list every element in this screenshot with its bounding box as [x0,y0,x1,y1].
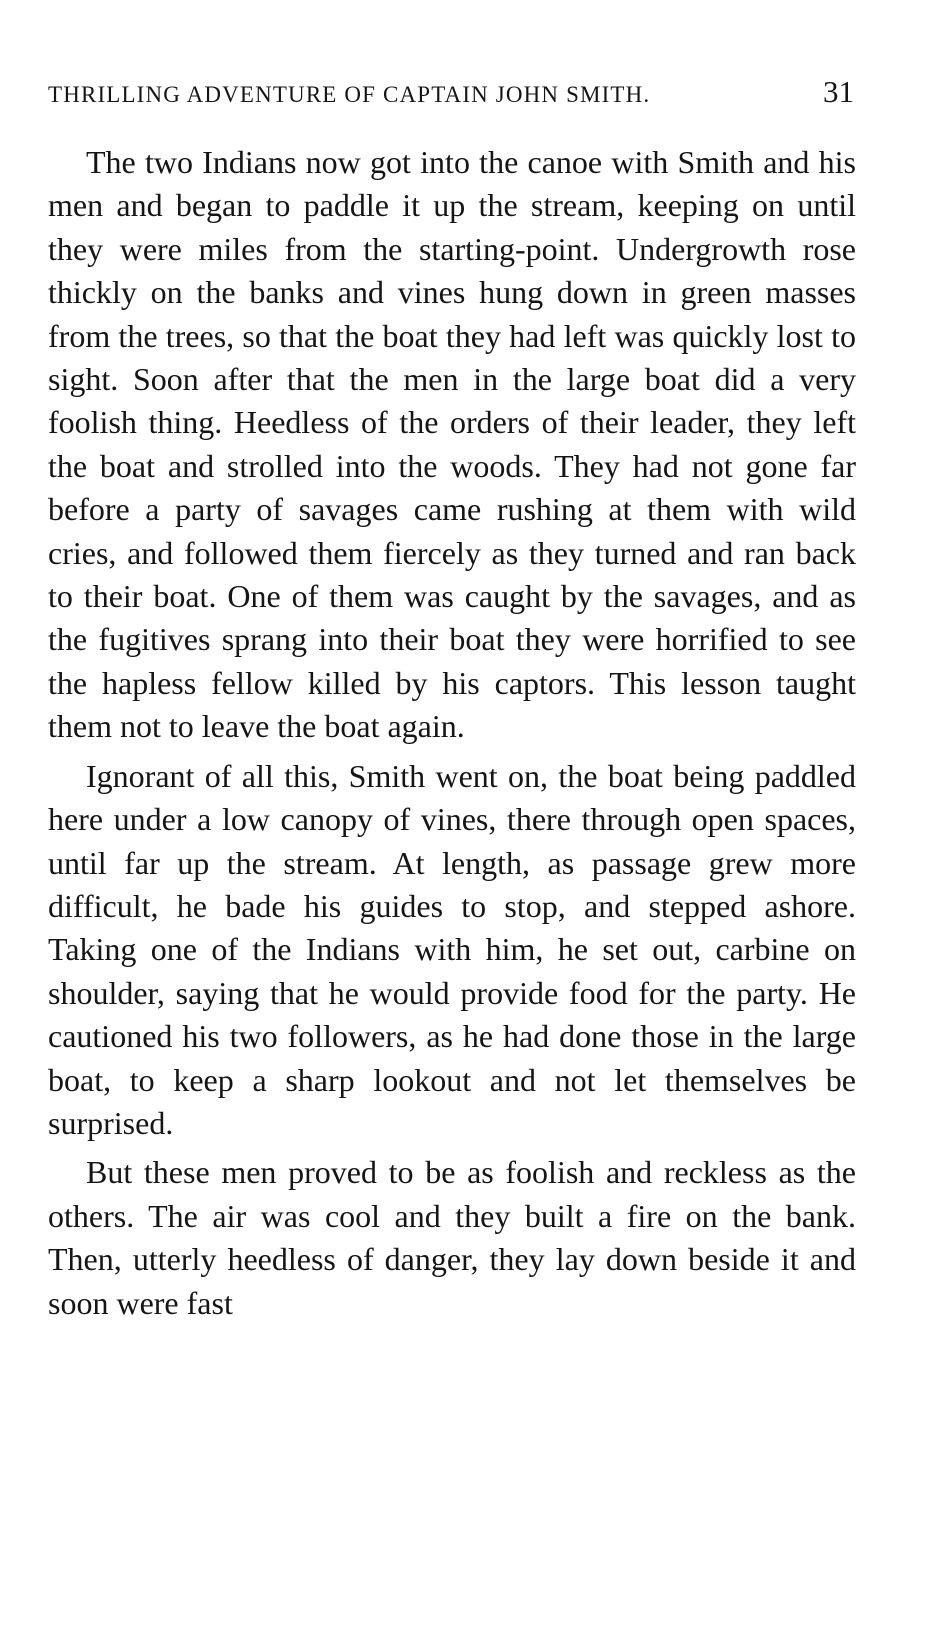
running-head [48,74,856,114]
paragraph: But these men proved to be as foolish and reckless as the others. The air was cool and they built a fire on the bank. Then, utterly heedless of danger, they lay down beside it and soon were fast [48,1154,856,1321]
paragraph: Ignorant of all this, Smith went on, the boat being paddled here under a low canopy of vines, there through open spaces, until far up the stream. At length, as passage grew more difficult, he bade his guides to stop, and stepped ashore. Taking one of the Indians with him, he set out, carbine on shoulder, saying that he would provide food for the party. He cautioned his two followers, as he had done those in the large boat, to keep a sharp lookout and not let themselves be surprised. [48,757,856,1141]
body-text [48,141,856,1325]
paragraph: The two Indians now got into the canoe with Smith and his men and began to paddle it up the stream, keeping on until they were miles from the starting-point. Undergrowth rose thickly on the banks and vines hung down in green masses from the trees, so that the boat they had left was quickly lost to sight. Soon after that the men in the large boat did a very foolish thing. Heedless of the orders of their leader, they left the boat and strolled into the woods. They had not gone far before a party of savages came rushing at them with wild cries, and followed them fiercely as they turned and ran back to their boat. One of them was caught by the savages, and as the fugitives sprang into their boat they were horrified to see the hapless fellow killed by his captors. This lesson taught them not to leave the boat again. [48,144,856,745]
page-number: 31 [823,74,854,109]
running-title: THRILLING ADVENTURE OF CAPTAIN JOHN SMITH. [48,82,651,107]
